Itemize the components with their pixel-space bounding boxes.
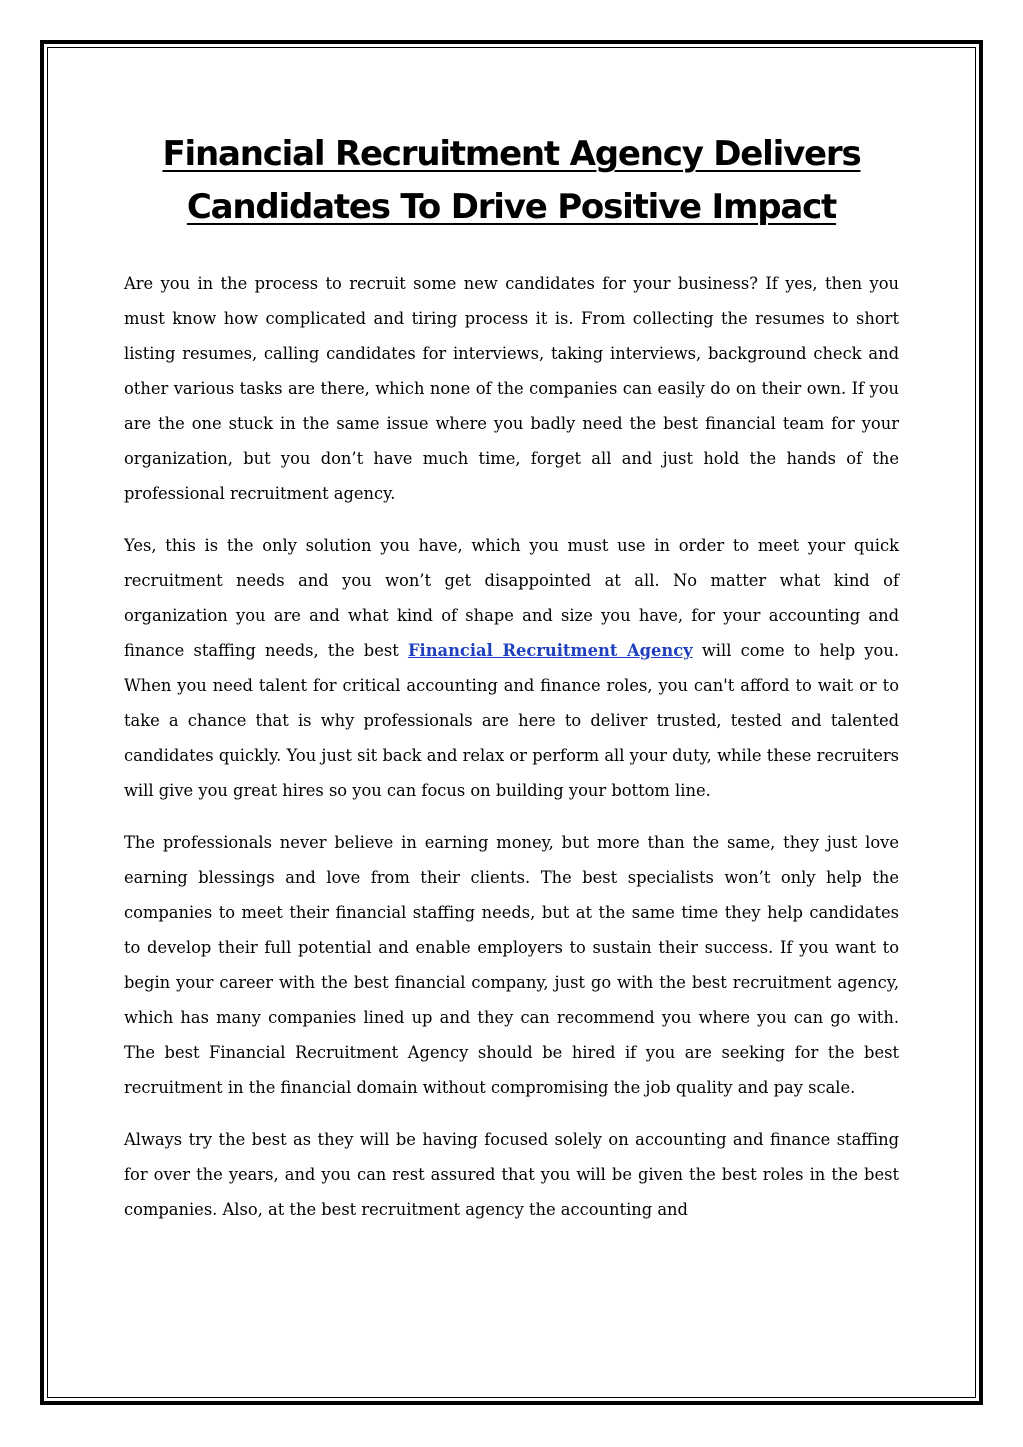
paragraph-2-text-before-link: Yes, this is the only solution you have, which you must use in order to meet your quick recruitment needs and you won’t get disappointed at all. No matter what kind of organization you are and what kind of shape and size you have, for your accounting and finance staffing needs, the best (124, 536, 899, 660)
paragraph-2 (124, 528, 899, 808)
paragraph-2-text-after-link: will come to help you. When you need talent for critical accounting and finance roles, you can't afford to wait or to take a chance that is why professionals are here to deliver trusted, tested and talented candidates quickly. You just sit back and relax or perform all your duty, while these recruiters will give you great hires so you can focus on building your bottom line. (124, 641, 900, 800)
title-line-2: Candidates To Drive Positive Impact (186, 187, 837, 227)
document-body (124, 266, 899, 1244)
financial-recruitment-agency-link[interactable]: Financial Recruitment Agency (407, 641, 693, 660)
paragraph-3: The professionals never believe in earning money, but more than the same, they just love earning blessings and love from their clients. The best specialists won’t only help the companies to meet their financial staffing needs, but at the same time they help candidates to develop their full potential and enable employers to sustain their success. If you want to begin your career with the best financial company, just go with the best recruitment agency, which has many companies lined up and they can recommend you where you can go with. The best Financial Recruitment Agency should be hired if you are seeking for the best recruitment in the financial domain without compromising the job quality and pay scale. (124, 833, 899, 1097)
document-title (110, 128, 913, 234)
title-line-1: Financial Recruitment Agency Delivers (162, 134, 861, 174)
paragraph-4: Always try the best as they will be having focused solely on accounting and finance staffing for over the years, and you can rest assured that you will be given the best roles in the best companies. Also, at the best recruitment agency the accounting and (124, 1130, 899, 1219)
paragraph-1: Are you in the process to recruit some new candidates for your business? If yes, then you must know how complicated and tiring process it is. From collecting the resumes to short listing resumes, calling candidates for interviews, taking interviews, background check and other various tasks are there, which none of the companies can easily do on their own. If you are the one stuck in the same issue where you badly need the best financial team for your organization, but you don’t have much time, forget all and just hold the hands of the professional recruitment agency. (124, 274, 899, 503)
